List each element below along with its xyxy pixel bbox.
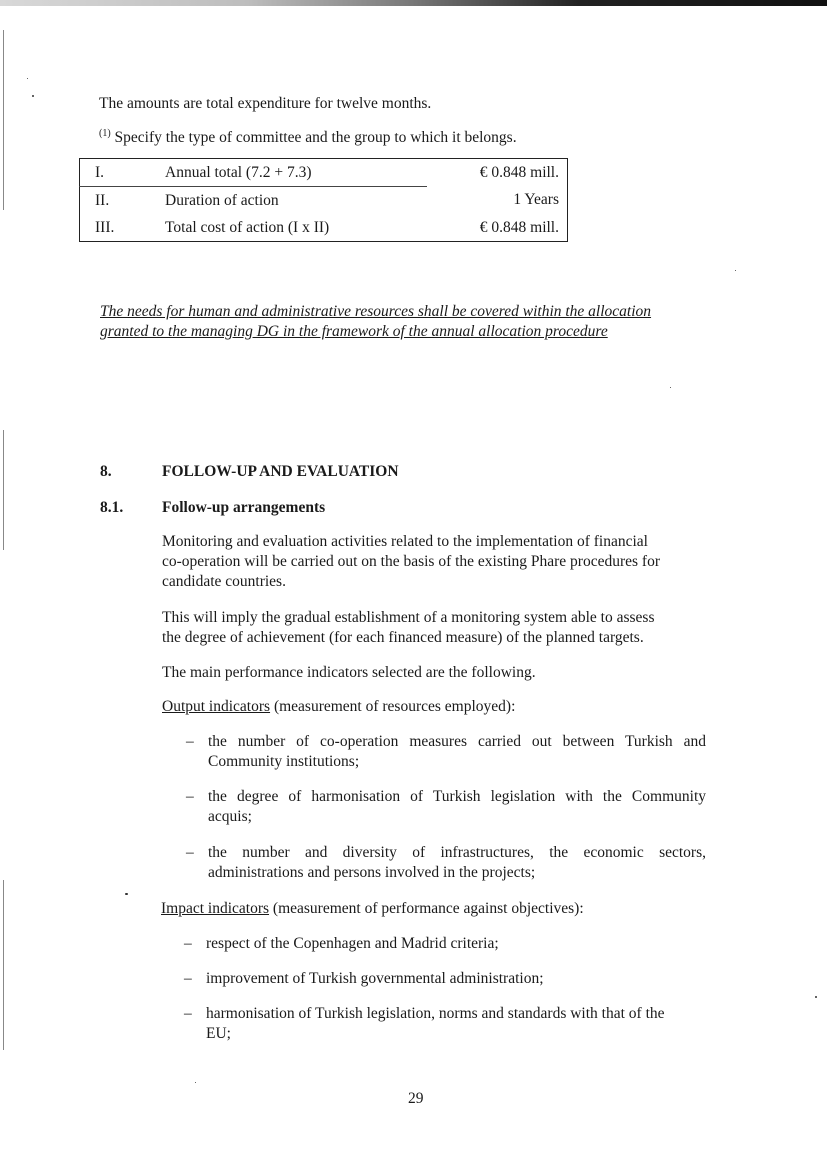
subsection-title: Follow-up arrangements bbox=[162, 499, 326, 516]
footnote-marker: (1) bbox=[99, 127, 111, 139]
paragraph-line: co-operation will be carried out on the basis of the existing Phare procedures for bbox=[162, 553, 660, 570]
list-item-line: harmonisation of Turkish legislation, norms and standards with that of the bbox=[206, 1005, 665, 1022]
footnote-text: Specify the type of committee and the group to which it belongs. bbox=[114, 129, 517, 146]
bullet-dash: – bbox=[186, 844, 194, 861]
impact-indicators-desc: (measurement of performance against objectives): bbox=[269, 900, 584, 917]
row-value: 1 Years bbox=[513, 191, 559, 209]
scan-speck bbox=[195, 1082, 196, 1083]
list-item-line: administrations and persons involved in the projects; bbox=[208, 864, 536, 881]
table-row bbox=[80, 159, 568, 187]
resources-note-line2: granted to the managing DG in the framework of the annual allocation procedure bbox=[100, 323, 608, 340]
paragraph-line: Monitoring and evaluation activities related to the implementation of financial bbox=[162, 533, 648, 550]
row-label: Total cost of action (I x II) bbox=[165, 214, 427, 242]
table-row bbox=[80, 214, 568, 242]
scan-edge bbox=[0, 0, 827, 6]
scan-edge-left bbox=[3, 430, 4, 550]
paragraph-line: candidate countries. bbox=[162, 573, 286, 590]
scan-speck bbox=[32, 95, 34, 97]
list-item-line: acquis; bbox=[208, 808, 252, 825]
page-number: 29 bbox=[408, 1090, 424, 1107]
impact-indicators-title: Impact indicators bbox=[161, 900, 270, 917]
bullet-dash: – bbox=[186, 733, 194, 750]
row-label: Annual total (7.2 + 7.3) bbox=[165, 159, 427, 187]
list-item-line: the number and diversity of infrastructures, the economic sectors, bbox=[208, 844, 706, 861]
table-row bbox=[80, 187, 568, 215]
footnote bbox=[99, 128, 517, 148]
row-value: € 0.848 mill. bbox=[479, 163, 559, 181]
list-item-line: respect of the Copenhagen and Madrid criteria; bbox=[206, 935, 499, 952]
row-value: € 0.848 mill. bbox=[427, 214, 567, 242]
output-indicators-title: Output indicators bbox=[162, 698, 271, 715]
paragraph-line: The main performance indicators selected are the following. bbox=[162, 664, 536, 681]
scan-speck bbox=[815, 996, 817, 998]
row-number: I. bbox=[80, 159, 166, 187]
list-item-line: the degree of harmonisation of Turkish legislation with the Community bbox=[208, 788, 706, 805]
paragraph-line: the degree of achievement (for each financed measure) of the planned targets. bbox=[162, 629, 644, 646]
output-indicators-heading bbox=[162, 697, 515, 717]
row-number: II. bbox=[95, 191, 110, 209]
scan-edge-left bbox=[3, 30, 4, 210]
subsection-number: 8.1. bbox=[100, 499, 124, 516]
bullet-dash: – bbox=[184, 970, 192, 987]
amounts-note: The amounts are total expenditure for twelve months. bbox=[99, 95, 432, 112]
scan-speck bbox=[670, 387, 671, 388]
scan-edge-left bbox=[3, 880, 4, 1050]
list-item-line: EU; bbox=[206, 1025, 231, 1042]
list-item-line: Community institutions; bbox=[208, 753, 360, 770]
row-label: Duration of action bbox=[165, 191, 279, 209]
scan-speck bbox=[125, 893, 128, 895]
cost-table bbox=[79, 158, 568, 242]
impact-indicators-heading bbox=[161, 899, 584, 919]
scan-speck bbox=[27, 78, 28, 79]
bullet-dash: – bbox=[184, 935, 192, 952]
list-item-line: the number of co-operation measures carried out between Turkish and bbox=[208, 733, 706, 750]
paragraph-line: This will imply the gradual establishment of a monitoring system able to assess bbox=[162, 609, 655, 626]
output-indicators-desc: (measurement of resources employed): bbox=[270, 698, 516, 715]
bullet-dash: – bbox=[186, 788, 194, 805]
list-item-line: improvement of Turkish governmental administration; bbox=[206, 970, 544, 987]
section-number: 8. bbox=[100, 463, 112, 480]
row-number: III. bbox=[80, 214, 166, 242]
bullet-dash: – bbox=[184, 1005, 192, 1022]
scan-speck bbox=[735, 270, 736, 271]
section-title: FOLLOW-UP AND EVALUATION bbox=[162, 463, 399, 480]
resources-note-line1: The needs for human and administrative resources shall be covered within the allocation bbox=[100, 303, 652, 320]
